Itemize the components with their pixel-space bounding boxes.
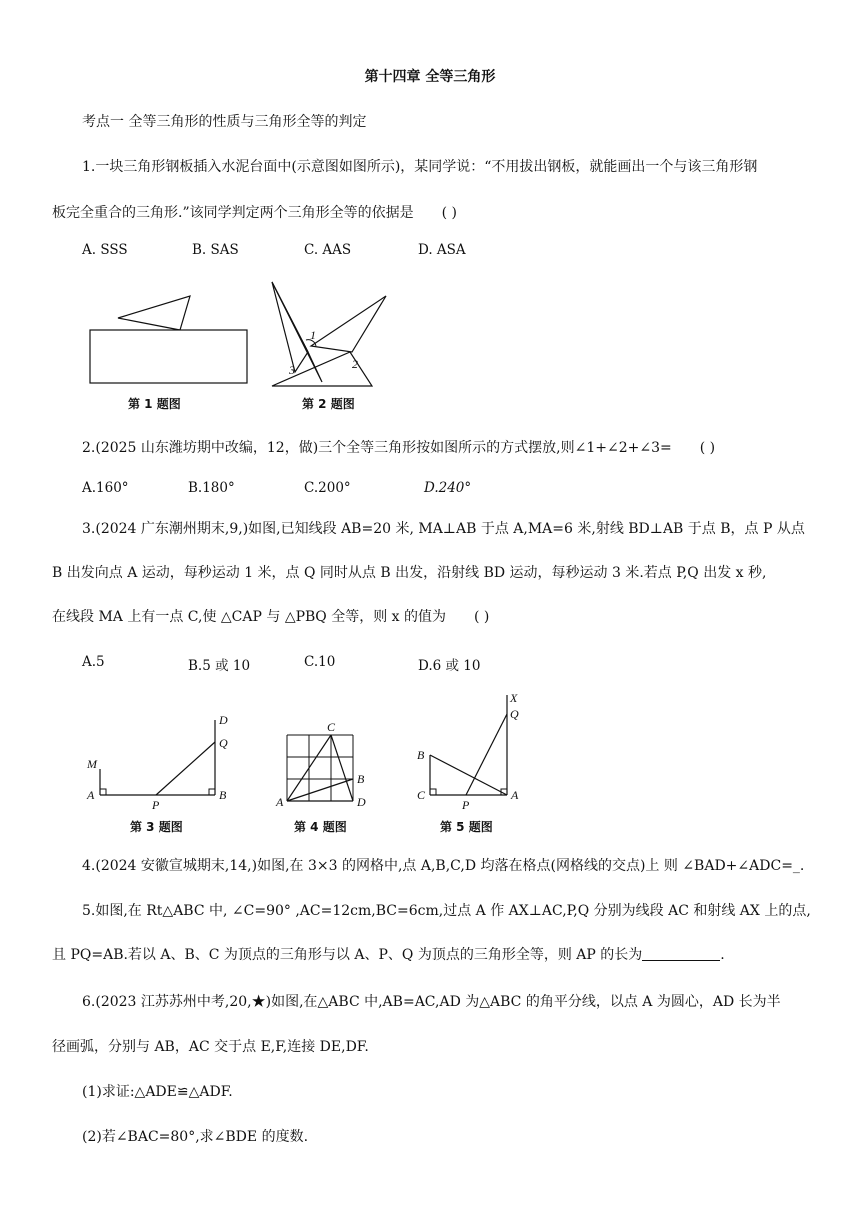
fig4-label-d: D	[357, 795, 366, 809]
q5-answer-blank[interactable]	[642, 946, 720, 961]
q1-line-1: 1.一块三角形钢板插入水泥台面中(示意图如图所示)，某同学说：“不用拔出钢板，就能画出一个与该三角形钢	[82, 159, 758, 175]
q2-option-a: A.160°	[82, 480, 129, 496]
fig3-label-d: D	[219, 713, 228, 727]
fig5-label-p: P	[462, 798, 470, 812]
q3-answer-paren: ( )	[474, 609, 490, 625]
q5-line-2-text: 且 PQ=AB.若以 A、B、C 为顶点的三角形与以 A、P、Q 为顶点的三角形全等，则 AP 的长为	[52, 947, 643, 963]
fig3-label-b: B	[219, 788, 227, 802]
fig5-label-a: A	[511, 788, 519, 802]
fig5-label-b: B	[417, 748, 425, 762]
q2-answer-paren: ( )	[699, 440, 716, 456]
caption-fig3: 第 3 题图	[130, 820, 183, 834]
q2-option-c: C.200°	[304, 480, 351, 496]
q2-option-d: D.240°	[424, 480, 472, 496]
fig5-label-c: C	[417, 788, 426, 802]
q1-answer-paren: ( )	[441, 205, 457, 221]
caption-fig1: 第 1 题图	[128, 397, 181, 411]
q4-line-1: 4.(2024 安徽宣城期末,14,)如图,在 3×3 的网格中,点 A,B,C,D 均落在格点(网格线的交点)上 则 ∠BAD+∠ADC=_.	[82, 858, 805, 874]
section-heading: 考点一 全等三角形的性质与三角形全等的判定	[82, 114, 367, 130]
fig2-label-3: 3	[289, 363, 295, 377]
fig4-label-a: A	[276, 795, 284, 809]
fig3-label-m: M	[87, 757, 97, 771]
fig3-label-a: A	[87, 788, 95, 802]
q6-line-1: 6.(2023 江苏苏州中考,20,★)如图,在△ABC 中,AB=AC,AD 为△ABC 的角平分线，以点 A 为圆心，AD 长为半	[82, 994, 781, 1010]
q1-line-2-text: 板完全重合的三角形.”该同学判定两个三角形全等的依据是	[52, 205, 414, 221]
caption-fig2: 第 2 题图	[302, 397, 355, 411]
fig3-label-p: P	[152, 798, 160, 812]
caption-fig5: 第 5 题图	[440, 820, 493, 834]
fig5-label-q: Q	[510, 707, 519, 721]
fig2-label-1: 1	[310, 328, 316, 342]
fig4-label-c: C	[327, 720, 336, 734]
fig2-label-2: 2	[352, 357, 358, 371]
fig5-segment-pq	[466, 714, 507, 795]
q3-line-3-text: 在线段 MA 上有一点 C,使 △CAP 与 △PBQ 全等，则 x 的值为	[52, 609, 447, 625]
fig5-right-angle-c	[430, 789, 436, 795]
q3-option-c: C.10	[304, 654, 336, 670]
q6-line-2: 径画弧，分别与 AB，AC 交于点 E,F,连接 DE,DF.	[52, 1039, 369, 1055]
q5-line-2-end: .	[720, 947, 725, 963]
q5-line-2	[52, 946, 725, 964]
q1-option-d: D. ASA	[418, 242, 466, 258]
q3-line-2: B 出发向点 A 运动，每秒运动 1 米，点 Q 同时从点 B 出发，沿射线 BD 运动，每秒运动 3 米.若点 P,Q 出发 x 秒,	[52, 565, 767, 581]
caption-fig4: 第 4 题图	[294, 820, 347, 834]
q2-option-b: B.180°	[188, 480, 235, 496]
q5-line-1: 5.如图,在 Rt△ABC 中, ∠C=90° ,AC=12cm,BC=6cm,过点 A 作 AX⊥AC,P,Q 分别为线段 AC 和射线 AX 上的点,	[82, 903, 811, 919]
q3-option-d: D.6 或 10	[418, 658, 481, 674]
fig4-label-b: B	[357, 772, 365, 786]
q1-option-a: A. SSS	[82, 242, 128, 258]
q3-option-a: A.5	[82, 654, 105, 670]
q1-option-c: C. AAS	[304, 242, 352, 258]
q6-part-2: (2)若∠BAC=80°,求∠BDE 的度数.	[82, 1129, 309, 1145]
fig3-label-q: Q	[219, 736, 228, 750]
q3-line-1: 3.(2024 广东潮州期末,9,)如图,已知线段 AB=20 米, MA⊥AB 于点 A,MA=6 米,射线 BD⊥AB 于点 B，点 P 从点	[82, 521, 805, 537]
chapter-title: 第十四章 全等三角形	[364, 69, 496, 85]
q1-option-b: B. SAS	[192, 242, 239, 258]
q2-line-1-text: 2.(2025 山东潍坊期中改编，12，做)三个全等三角形按如图所示的方式摆放,则∠1+∠2+∠3=	[82, 440, 672, 456]
fig5-label-x: X	[510, 691, 518, 705]
q6-part-1: (1)求证:△ADE≌△ADF.	[82, 1084, 233, 1100]
q3-option-b: B.5 或 10	[188, 658, 251, 674]
